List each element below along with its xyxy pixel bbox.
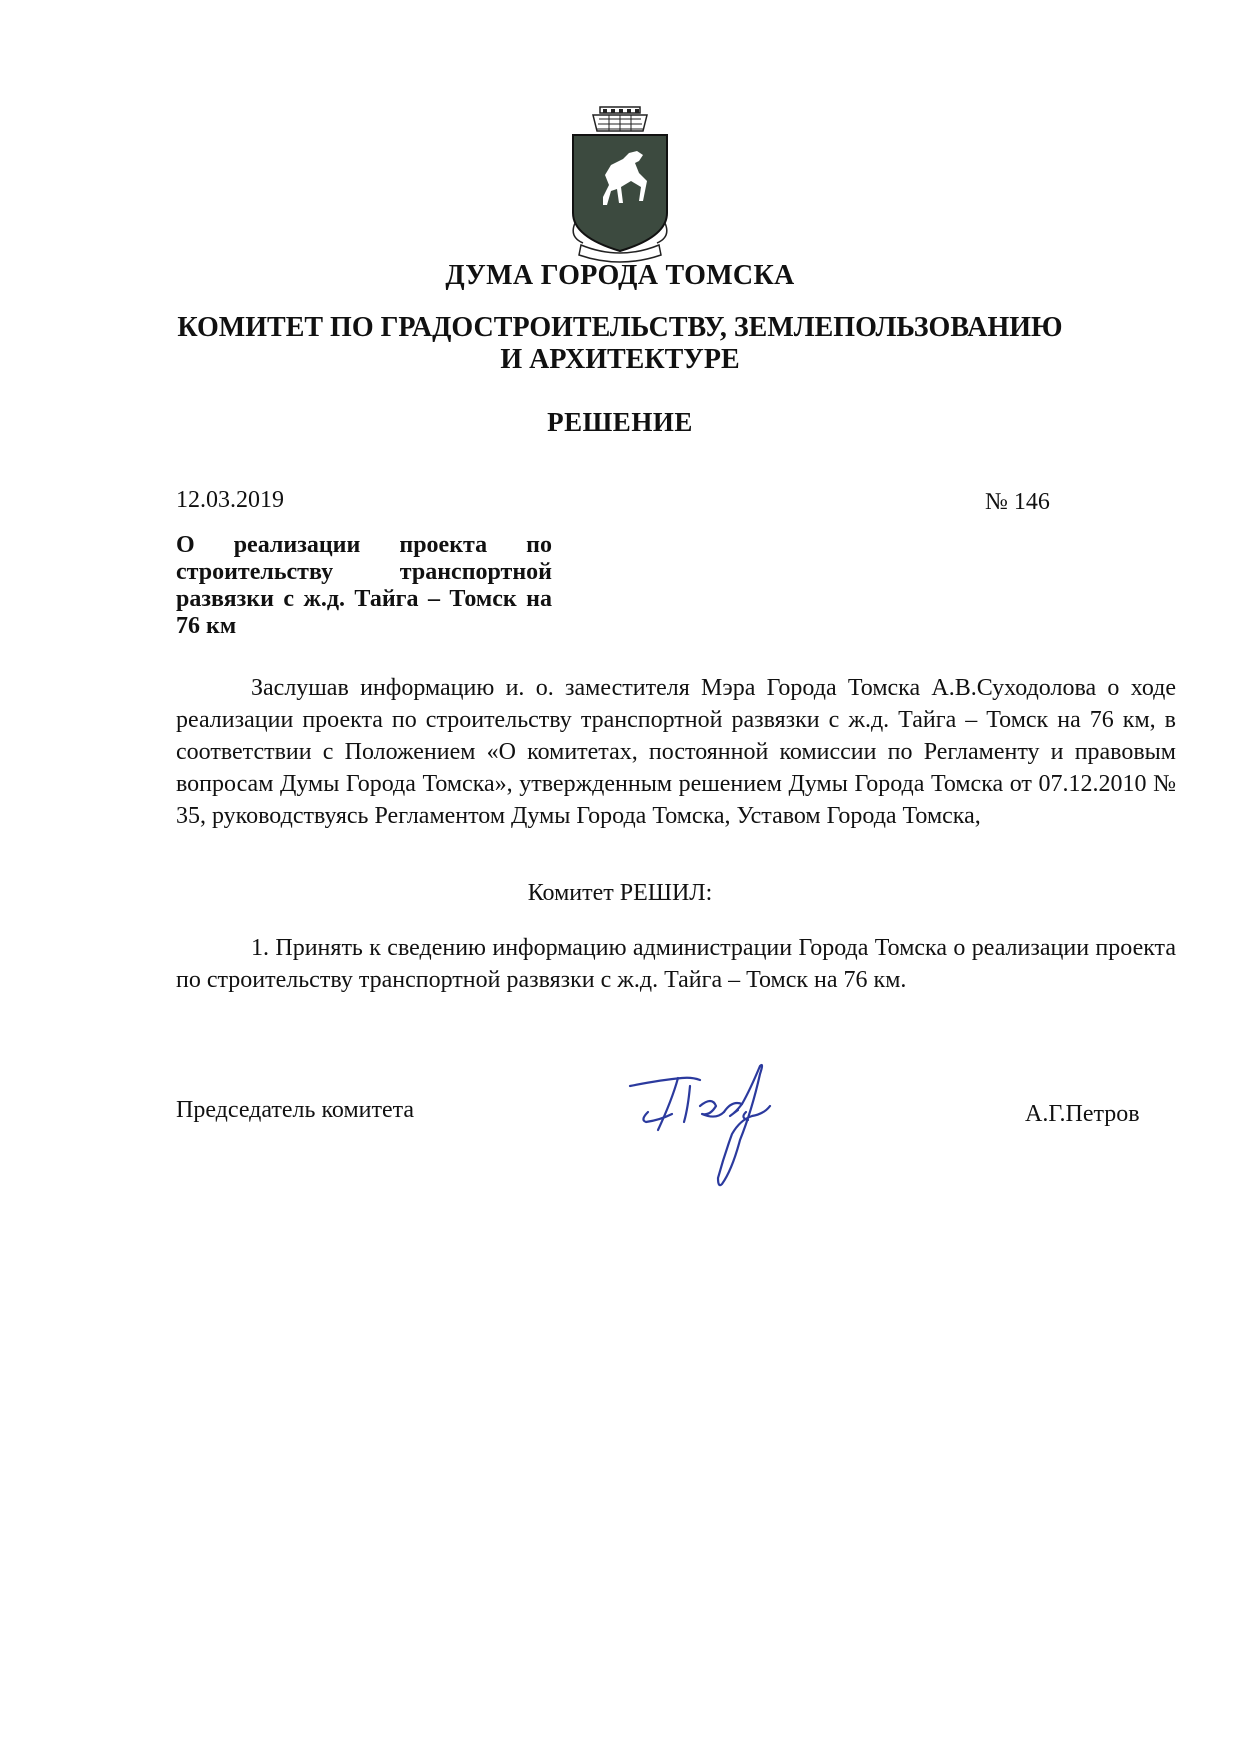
decision-subject: О реализации проекта по строительству транспортной развязки с ж.д. Тайга – Томск на 76 км	[176, 532, 552, 639]
committee-title-line2: И АРХИТЕКТУРЕ	[500, 344, 740, 375]
signatory-title: Председатель комитета	[176, 1097, 415, 1123]
preamble-paragraph: Заслушав информацию и. о. заместителя Мэра Города Томска А.В.Суходолова о ходе реализации проекта по строительству транспортной развязки с ж.д. Тайга – Томск на 76 км, в соответствии с Положением «О комитетах, постоянной комиссии по Регламенту и правовым вопросам Думы Города Томска», утвержденным решением Думы Города Томска от 07.12.2010 № 35, руководствуясь Регламентом Думы Города Томска, Уставом Города Томска,	[176, 675, 1176, 829]
signatory-name: А.Г.Петров	[1025, 1101, 1140, 1127]
tomsk-coat-of-arms-icon	[565, 105, 675, 265]
committee-title	[0, 312, 1240, 376]
decision-date: 12.03.2019	[176, 487, 284, 513]
committee-title-line1: КОМИТЕТ ПО ГРАДОСТРОИТЕЛЬСТВУ, ЗЕМЛЕПОЛЬЗОВАНИЮ	[177, 312, 1063, 343]
decision-number: № 146	[985, 489, 1050, 515]
duma-title: ДУМА ГОРОДА ТОМСКА	[445, 260, 795, 291]
handwritten-signature	[620, 1060, 790, 1195]
resolved-heading: Комитет РЕШИЛ:	[527, 880, 713, 906]
resolution-item-1: 1. Принять к сведению информацию администрации Города Томска о реализации проекта по строительству транспортной развязки с ж.д. Тайга – Томск на 76 км.	[176, 935, 1176, 993]
decision-heading: РЕШЕНИЕ	[547, 407, 693, 437]
